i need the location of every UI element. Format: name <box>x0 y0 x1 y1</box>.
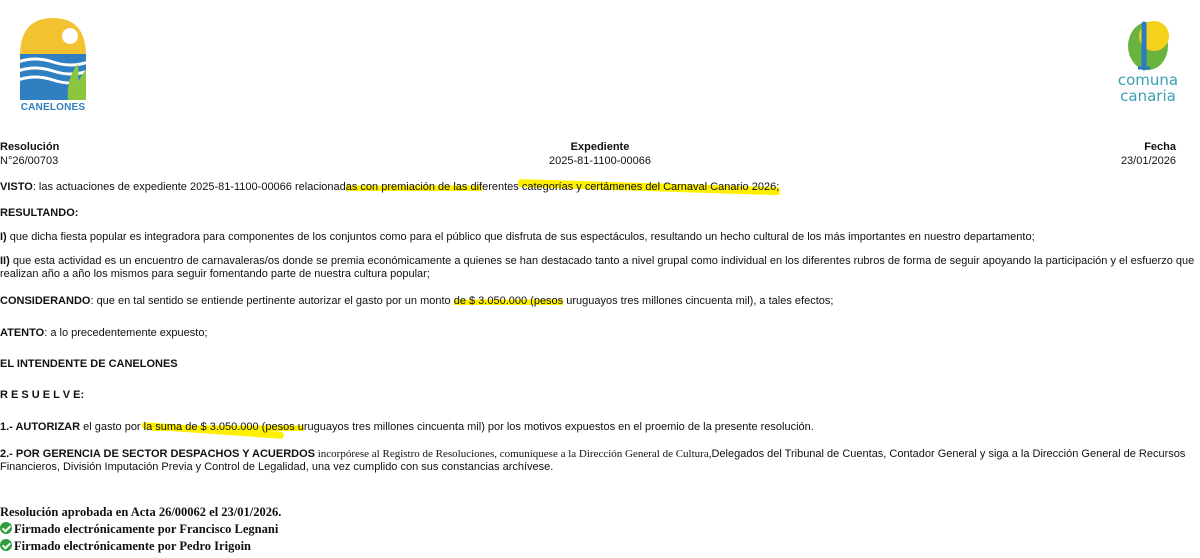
visto-label: VISTO <box>0 181 33 193</box>
considerando-label: CONSIDERANDO <box>0 295 91 307</box>
atento-text: : a lo precedentemente expuesto; <box>44 327 208 339</box>
firma-line-2 <box>0 538 251 554</box>
comuna-canaria-emblem-icon <box>1108 18 1188 72</box>
item-1-highlight: suma de $ 3.050.000 (pesos u <box>152 421 304 433</box>
expediente-label: Expediente <box>570 141 630 153</box>
check-circle-icon <box>0 522 12 534</box>
firma-2-text: Firmado electrónicamente por Pedro Irigoin <box>14 539 251 553</box>
resolucion-value: N°26/00703 <box>0 155 59 167</box>
item-2-text: Delegados del Tribunal de Cuentas, Contador General y siga a la Dirección General de Recursos Financieros, División Imputación Previa y Control de Legalidad, una vez cumplido con sus constancias archívese. <box>0 448 1186 473</box>
expediente-block <box>500 140 700 168</box>
considerando-text: : que en tal sentido se entiende pertinente autorizar el gasto por un monto <box>90 295 454 307</box>
fecha-label: Fecha <box>1144 141 1176 153</box>
resultando-i-label: I) <box>0 231 7 243</box>
canaria-logo-text: canaria <box>1120 87 1176 105</box>
resultando-ii-text: que esta actividad es un encuentro de carnavaleras/os donde se premia económicamente a quienes se han destacado tanto a nivel grupal como individual en los diferentes rubros de forma de seguir apoyando la participación y el esfuerzo que realizan año a año los mismos para seguir fomentando parte de nuestra cultura popular; <box>0 255 1195 280</box>
considerando-text-end: uruguayos tres millones cincuenta mil), a tales efectos; <box>563 295 834 307</box>
check-circle-icon <box>0 539 12 551</box>
visto-highlight: as con premiación de las dif <box>345 181 483 193</box>
comuna-logo-text: comuna <box>1117 71 1179 89</box>
visto-paragraph <box>0 181 1196 194</box>
resuelve-heading <box>0 389 1196 402</box>
resuelve-label: R E S U E L V E: <box>0 389 85 401</box>
canelones-emblem-icon <box>18 16 88 102</box>
comuna-canaria-logo <box>1108 18 1188 108</box>
item-1-text-end: ruguayos tres millones cincuenta mil) por los motivos expuestos en el proemio de la presente resolución. <box>303 421 814 433</box>
canelones-logo <box>18 16 88 114</box>
item-2-label: 2.- POR GERENCIA DE SECTOR DESPACHOS Y ACUERDOS <box>0 448 315 460</box>
fecha-value: 23/01/2026 <box>1120 155 1176 167</box>
resolucion-label: Resolución <box>0 141 60 153</box>
item-1-text: el gasto por la <box>80 421 153 433</box>
firma-1-text: Firmado electrónicamente por Francisco Legnani <box>14 522 279 536</box>
intendente-label: EL INTENDENTE DE CANELONES <box>0 358 178 370</box>
expediente-value: 2025-81-1100-00066 <box>549 155 651 167</box>
considerando-paragraph <box>0 295 1196 308</box>
resultando-label: RESULTANDO: <box>0 207 79 219</box>
acta-line: Resolución aprobada en Acta 26/00062 el 23/01/2026. <box>0 505 282 519</box>
resultando-heading <box>0 207 1196 220</box>
considerando-highlight: de $ 3.050.000 (pesos <box>453 295 564 307</box>
fecha-block <box>1076 140 1176 168</box>
resultando-i-text: que dicha fiesta popular es integradora para componentes de los conjuntos como para el público que disfruta de sus espectáculos, resultando un hecho cultural de los más importantes en nuestro departamento; <box>6 231 1035 243</box>
item-1-paragraph <box>0 421 1196 434</box>
atento-label: ATENTO <box>0 327 45 339</box>
resultando-ii-label: II) <box>0 255 10 267</box>
item-2-paragraph <box>0 448 1196 474</box>
resolucion-block <box>0 140 59 168</box>
firma-line-1 <box>0 521 278 537</box>
item-2-serif-text: incorpórese al Registro de Resoluciones, comuníquese a la Dirección General de Cultura, <box>314 448 712 460</box>
resultando-ii <box>0 255 1196 281</box>
visto-text-end: erentes categorías y certámenes del Carnaval Canario 2026; <box>482 181 780 193</box>
resultando-i <box>0 231 1196 244</box>
item-1-label: 1.- AUTORIZAR <box>0 421 81 433</box>
intendente-heading <box>0 358 1196 371</box>
atento-paragraph <box>0 327 1196 340</box>
visto-text: : las actuaciones de expediente 2025-81-1100-00066 relacionad <box>32 181 346 193</box>
canelones-logo-text: CANELONES <box>20 102 86 113</box>
